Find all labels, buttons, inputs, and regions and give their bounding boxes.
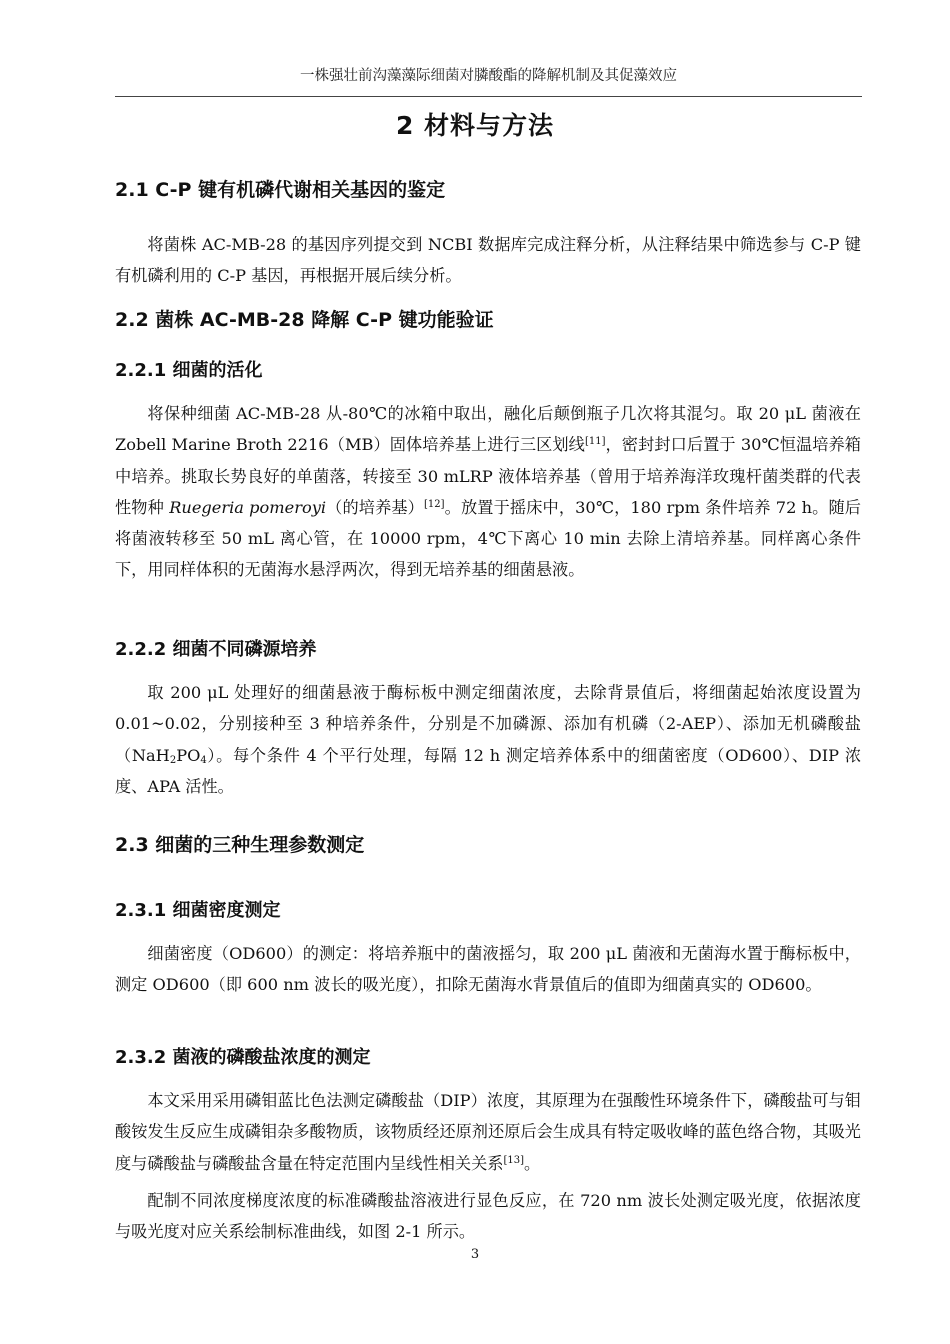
paragraph-text: ）。每个条件 4 个平行处理，每隔 12 h 测定培养体系中的细菌密度（OD600）、DIP 浓度、APA 活性。 [115,745,862,796]
chapter-title: 2 材料与方法 [395,111,555,140]
paragraph-text: PO [176,745,201,765]
paragraph-text: 将保种细菌 AC-MB-28 从-80℃的冰箱中取出，融化后颠倒瓶子几次将其混匀。取 20 μL 菌液在 Zobell Marine Broth 2216（MB）固体培养基上进行三区划线 [115,404,861,455]
section-heading-2-2-2: 2.2.2 细菌不同磷源培养 [115,639,317,660]
paragraph-text: 。放置于摇床中，30℃，180 rpm 条件培养 72 h。随后将菌液转移至 50 mL 离心管，在 10000 rpm，4℃下离心 10 min 去除上清培养基。同样离心条件下，用同样体积的无菌海水悬浮两次，得到无培养基的细菌悬液。 [115,497,861,580]
section-heading-2-2-1: 2.2.1 细菌的活化 [115,360,263,381]
paragraph-2-3-2-a [115,1085,861,1179]
section-heading-2-2: 2.2 菌株 AC-MB-28 降解 C-P 键功能验证 [115,309,494,331]
page-number: 3 [470,1247,480,1262]
section-heading-2-3: 2.3 细菌的三种生理参数测定 [115,834,365,856]
section-heading-2-1: 2.1 C-P 键有机磷代谢相关基因的鉴定 [115,179,446,201]
paragraph-text: 。 [524,1153,541,1173]
section-heading-2-3-1: 2.3.1 细菌密度测定 [115,900,281,921]
paragraph-2-3-1: 细菌密度（OD600）的测定：将培养瓶中的菌液摇匀，取 200 μL 菌液和无菌海水置于酶标板中，测定 OD600（即 600 nm 波长的吸光度），扣除无菌海水背景值后的值即为细菌真实的 OD600。 [115,944,861,995]
paragraph-2-1: 将菌株 AC-MB-28 的基因序列提交到 NCBI 数据库完成注释分析，从注释结果中筛选参与 C-P 键有机磷利用的 C-P 基因，再根据开展后续分析。 [115,235,861,286]
paragraph-text: （的培养基） [326,497,424,517]
citation-ref: [12] [424,498,445,510]
paragraph-text: 取 200 μL 处理好的细菌悬液于酶标板中测定细菌浓度，去除背景值后，将细菌起始浓度设置为 0.01~0.02，分别接种至 3 种培养条件，分别是不加磷源、添加有机磷（2-AEP）、添加无机磷酸盐（NaH [115,683,861,765]
section-heading-2-3-2: 2.3.2 菌液的磷酸盐浓度的测定 [115,1047,371,1068]
subscript: 4 [200,754,207,766]
paragraph-text: 本文采用采用磷钼蓝比色法测定磷酸盐（DIP）浓度，其原理为在强酸性环境条件下，磷酸盐可与钼酸铵发生反应生成磷钼杂多酸物质，该物质经还原剂还原后会生成具有特定吸收峰的蓝色络合物，其吸光度与磷酸盐与磷酸盐含量在特定范围内呈线性相关关系 [115,1091,861,1173]
header-divider [115,96,862,97]
citation-ref: [13] [503,1154,525,1166]
paragraph-text: ，密封封口后置于 30℃恒温培养箱中培养。挑取长势良好的单菌落，转接至 30 mLRP 液体培养基（曾用于培养海洋玫瑰杆菌类群的代表性物种 [115,435,861,517]
paragraph-2-2-2 [115,677,861,802]
paragraph-2-2-1 [115,398,861,586]
species-name: Ruegeria pomeroyi [169,497,327,517]
paragraph-2-3-2-b: 配制不同浓度梯度浓度的标准磷酸盐溶液进行显色反应，在 720 nm 波长处测定吸光度，依据浓度与吸光度对应关系绘制标准曲线，如图 2-1 所示。 [115,1191,861,1242]
citation-ref: [11] [584,436,606,448]
running-header: 一株强壮前沟藻藻际细菌对膦酸酯的降解机制及其促藻效应 [300,68,677,84]
subscript: 2 [169,754,177,766]
